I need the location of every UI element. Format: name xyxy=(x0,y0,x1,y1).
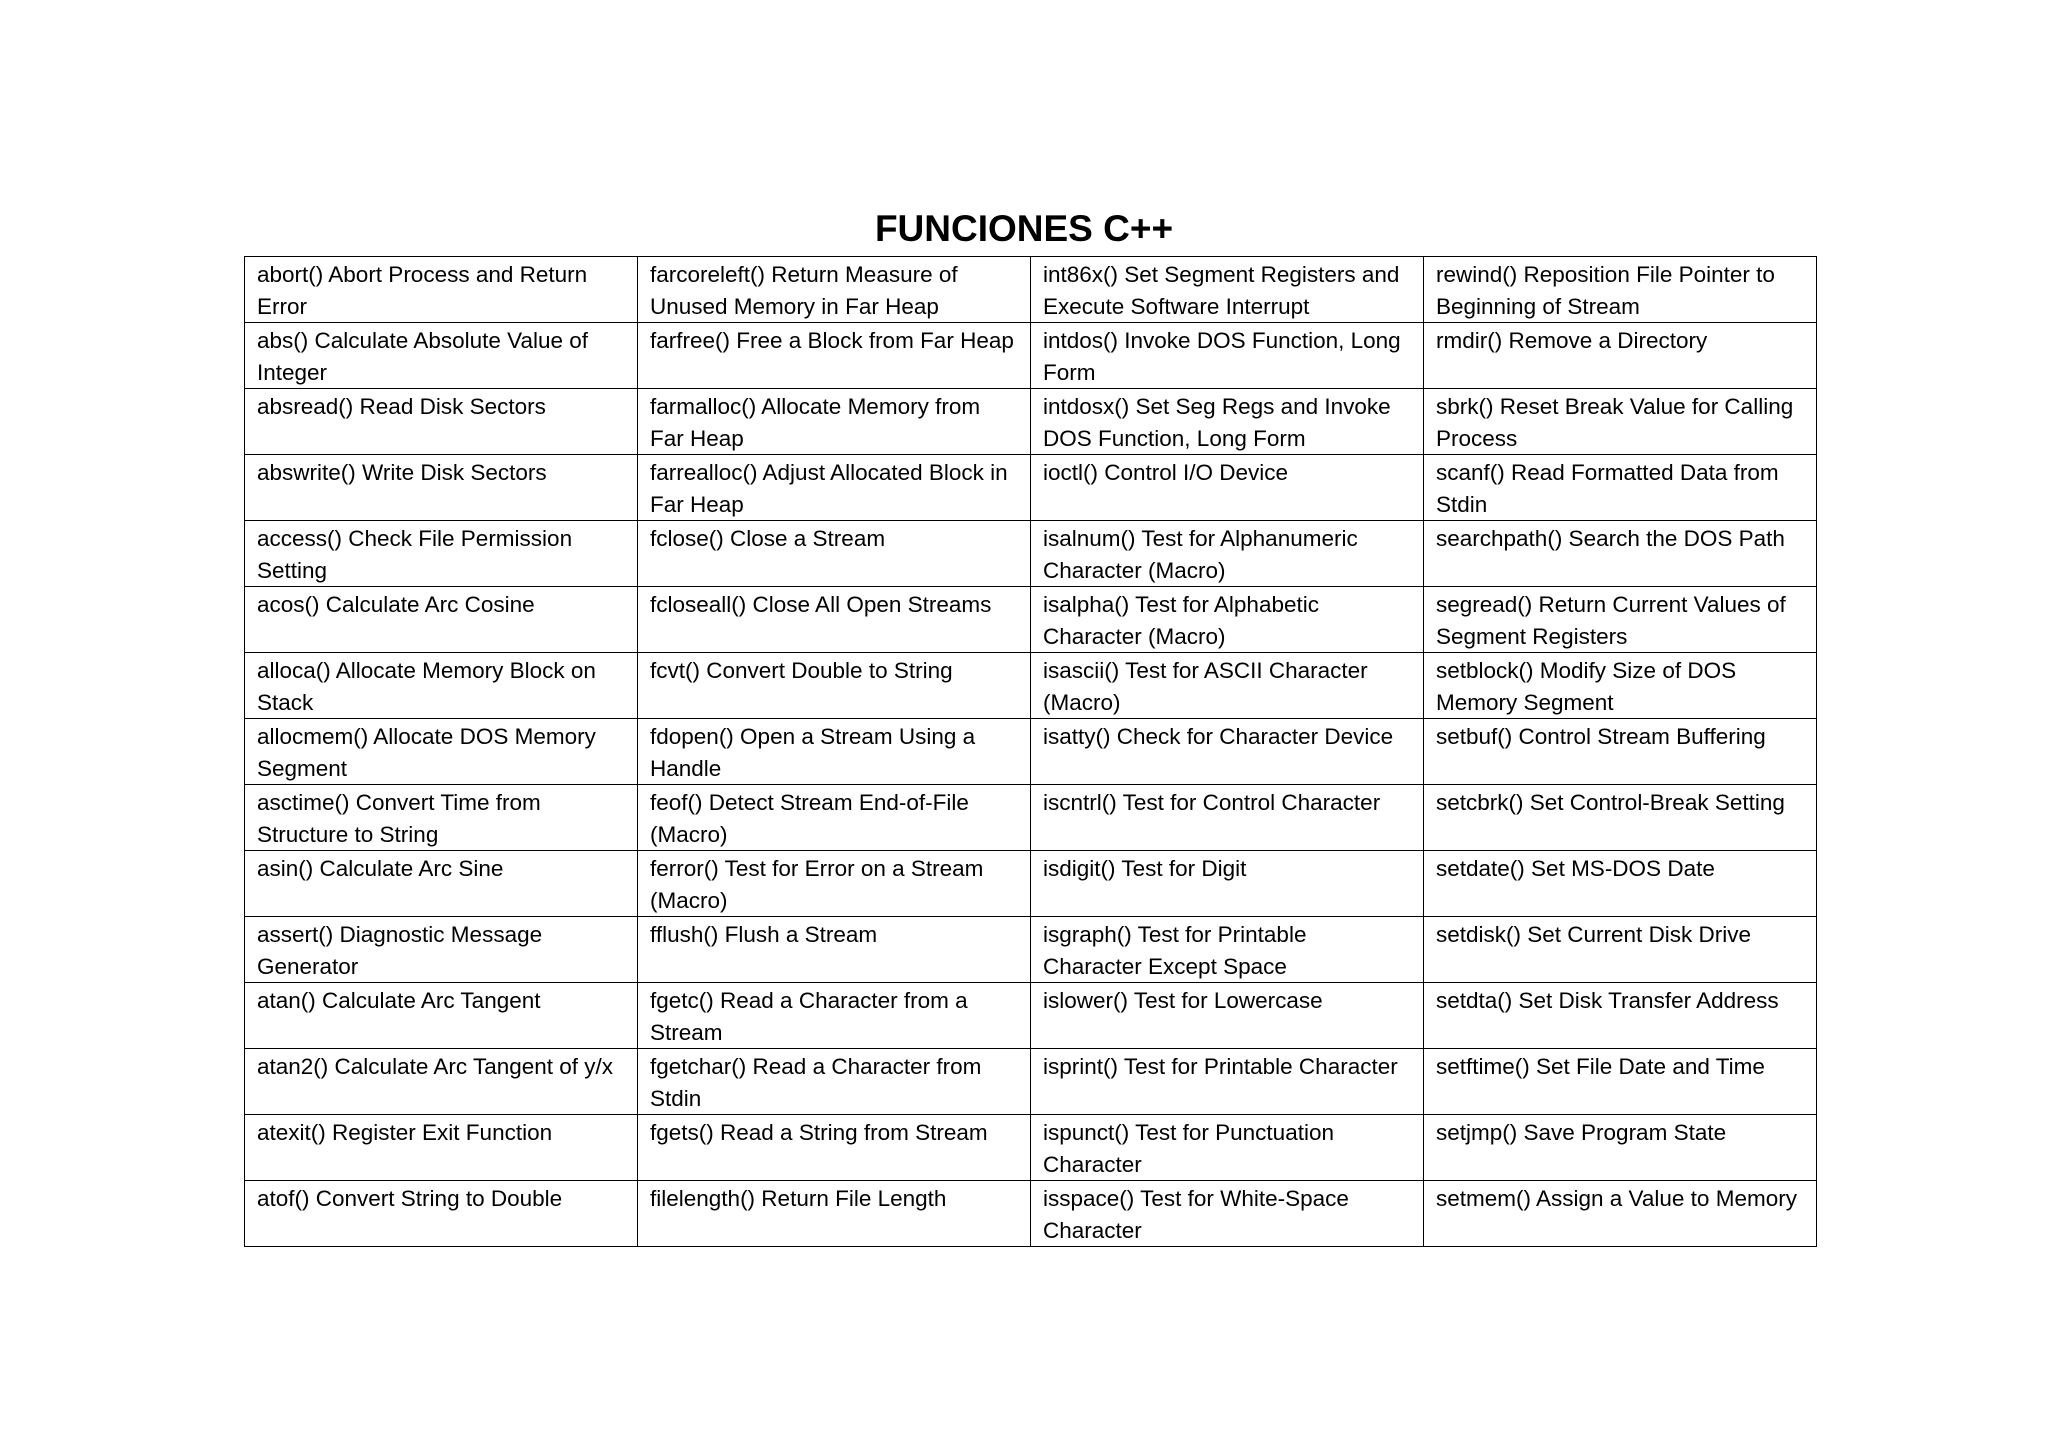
table-cell: fclose() Close a Stream xyxy=(638,521,1031,587)
table-cell: fcvt() Convert Double to String xyxy=(638,653,1031,719)
table-cell: fcloseall() Close All Open Streams xyxy=(638,587,1031,653)
table-cell: rewind() Reposition File Pointer to Beginning of Stream xyxy=(1424,257,1817,323)
table-cell: setjmp() Save Program State xyxy=(1424,1115,1817,1181)
table-row xyxy=(245,389,1817,455)
table-cell: setdate() Set MS-DOS Date xyxy=(1424,851,1817,917)
table-cell: assert() Diagnostic Message Generator xyxy=(245,917,638,983)
functions-table-body xyxy=(245,257,1817,1247)
table-cell: setdisk() Set Current Disk Drive xyxy=(1424,917,1817,983)
table-cell: farfree() Free a Block from Far Heap xyxy=(638,323,1031,389)
table-row xyxy=(245,719,1817,785)
table-cell: ioctl() Control I/O Device xyxy=(1031,455,1424,521)
table-cell: feof() Detect Stream End-of-File (Macro) xyxy=(638,785,1031,851)
table-cell: sbrk() Reset Break Value for Calling Process xyxy=(1424,389,1817,455)
table-cell: intdosx() Set Seg Regs and Invoke DOS Function, Long Form xyxy=(1031,389,1424,455)
table-row xyxy=(245,851,1817,917)
table-cell: acos() Calculate Arc Cosine xyxy=(245,587,638,653)
table-cell: int86x() Set Segment Registers and Execute Software Interrupt xyxy=(1031,257,1424,323)
table-cell: isascii() Test for ASCII Character (Macro) xyxy=(1031,653,1424,719)
table-cell: atan2() Calculate Arc Tangent of y/x xyxy=(245,1049,638,1115)
table-cell: iscntrl() Test for Control Character xyxy=(1031,785,1424,851)
table-cell: setmem() Assign a Value to Memory xyxy=(1424,1181,1817,1247)
table-cell: fdopen() Open a Stream Using a Handle xyxy=(638,719,1031,785)
table-cell: fgetc() Read a Character from a Stream xyxy=(638,983,1031,1049)
table-cell: ispunct() Test for Punctuation Character xyxy=(1031,1115,1424,1181)
table-cell: searchpath() Search the DOS Path xyxy=(1424,521,1817,587)
table-row xyxy=(245,323,1817,389)
table-row xyxy=(245,785,1817,851)
table-cell: rmdir() Remove a Directory xyxy=(1424,323,1817,389)
table-cell: isprint() Test for Printable Character xyxy=(1031,1049,1424,1115)
table-cell: abswrite() Write Disk Sectors xyxy=(245,455,638,521)
table-cell: fgetchar() Read a Character from Stdin xyxy=(638,1049,1031,1115)
functions-table xyxy=(244,256,1817,1247)
table-cell: atan() Calculate Arc Tangent xyxy=(245,983,638,1049)
table-cell: asin() Calculate Arc Sine xyxy=(245,851,638,917)
table-cell: abort() Abort Process and Return Error xyxy=(245,257,638,323)
table-row xyxy=(245,1181,1817,1247)
table-cell: isgraph() Test for Printable Character Except Space xyxy=(1031,917,1424,983)
table-row xyxy=(245,917,1817,983)
table-cell: atof() Convert String to Double xyxy=(245,1181,638,1247)
table-cell: setblock() Modify Size of DOS Memory Segment xyxy=(1424,653,1817,719)
table-cell: segread() Return Current Values of Segment Registers xyxy=(1424,587,1817,653)
table-row xyxy=(245,521,1817,587)
table-cell: fgets() Read a String from Stream xyxy=(638,1115,1031,1181)
table-row xyxy=(245,1049,1817,1115)
table-cell: isspace() Test for White-Space Character xyxy=(1031,1181,1424,1247)
table-cell: alloca() Allocate Memory Block on Stack xyxy=(245,653,638,719)
table-cell: ferror() Test for Error on a Stream (Macro) xyxy=(638,851,1031,917)
table-cell: intdos() Invoke DOS Function, Long Form xyxy=(1031,323,1424,389)
table-cell: scanf() Read Formatted Data from Stdin xyxy=(1424,455,1817,521)
table-cell: setbuf() Control Stream Buffering xyxy=(1424,719,1817,785)
table-row xyxy=(245,983,1817,1049)
table-cell: allocmem() Allocate DOS Memory Segment xyxy=(245,719,638,785)
table-cell: isatty() Check for Character Device xyxy=(1031,719,1424,785)
table-cell: atexit() Register Exit Function xyxy=(245,1115,638,1181)
table-cell: setdta() Set Disk Transfer Address xyxy=(1424,983,1817,1049)
table-cell: abs() Calculate Absolute Value of Integer xyxy=(245,323,638,389)
table-cell: access() Check File Permission Setting xyxy=(245,521,638,587)
table-cell: islower() Test for Lowercase xyxy=(1031,983,1424,1049)
table-cell: farcoreleft() Return Measure of Unused Memory in Far Heap xyxy=(638,257,1031,323)
table-cell: farmalloc() Allocate Memory from Far Heap xyxy=(638,389,1031,455)
table-cell: absread() Read Disk Sectors xyxy=(245,389,638,455)
table-row xyxy=(245,1115,1817,1181)
table-cell: asctime() Convert Time from Structure to String xyxy=(245,785,638,851)
table-row xyxy=(245,455,1817,521)
page-title: FUNCIONES C++ xyxy=(874,208,1174,249)
table-cell: setcbrk() Set Control-Break Setting xyxy=(1424,785,1817,851)
table-row xyxy=(245,587,1817,653)
table-row xyxy=(245,653,1817,719)
table-cell: isalpha() Test for Alphabetic Character (Macro) xyxy=(1031,587,1424,653)
table-cell: farrealloc() Adjust Allocated Block in Far Heap xyxy=(638,455,1031,521)
table-cell: isalnum() Test for Alphanumeric Character (Macro) xyxy=(1031,521,1424,587)
table-cell: filelength() Return File Length xyxy=(638,1181,1031,1247)
table-row xyxy=(245,257,1817,323)
table-cell: isdigit() Test for Digit xyxy=(1031,851,1424,917)
table-cell: fflush() Flush a Stream xyxy=(638,917,1031,983)
table-cell: setftime() Set File Date and Time xyxy=(1424,1049,1817,1115)
